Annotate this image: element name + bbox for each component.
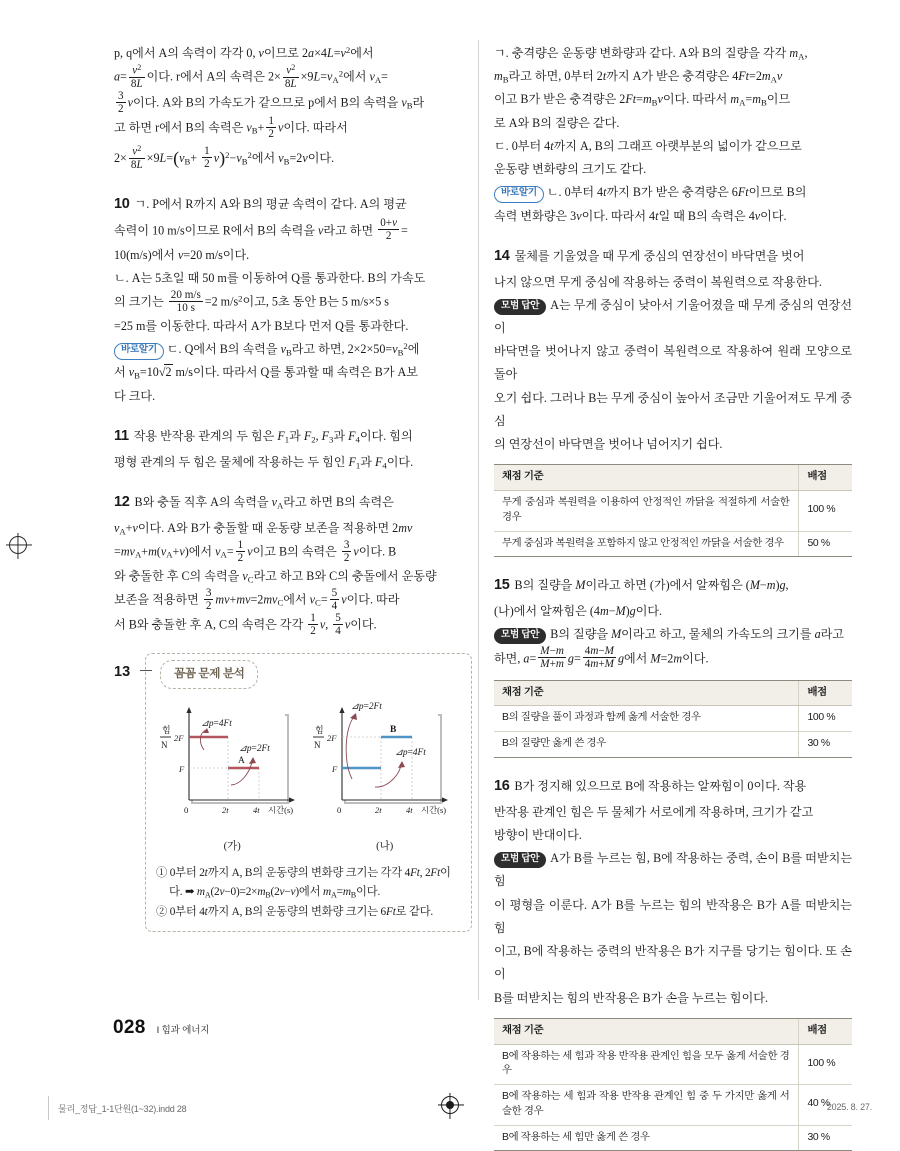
annotation-dp-2ft: ⊿p=2Ft bbox=[350, 702, 382, 713]
solution-13-line-6 bbox=[494, 158, 852, 181]
text: 10(m/s)에서 bbox=[114, 247, 179, 262]
rubric-table-15 bbox=[494, 680, 852, 758]
text: ㄱ. 충격량은 운동량 변화량과 같다. A와 B의 질량을 각각 bbox=[494, 46, 787, 60]
solution-09-continued bbox=[114, 42, 472, 176]
question-number: 10 bbox=[114, 195, 130, 212]
text: ㄱ. P에서 R까지 A와 B의 평균 속력이 같다. A의 평균 bbox=[134, 196, 407, 211]
table-row bbox=[494, 732, 852, 758]
text: 이다. A와 B가 충돌할 때 운동량 보존을 적용하면 2 bbox=[137, 520, 399, 535]
analysis-point-2: ② 0부터 4t까지 A, B의 운동량의 변화량 크기는 6Ft로 같다. bbox=[156, 905, 434, 918]
question-number: 15 bbox=[494, 577, 510, 594]
text: , 2 bbox=[419, 866, 431, 879]
text: 라고 하면 bbox=[323, 222, 374, 237]
y-axis-label-bottom: N bbox=[313, 740, 321, 751]
text: 다 크다. bbox=[114, 388, 156, 403]
annotation-dp-4ft: ⊿p=4Ft bbox=[201, 719, 233, 730]
solution-10-line-5: 의 크기는 $\frac{20 m/s}{10 s}$ =2 $m/s^2$이고, 5초 동안 B는 5 m/s×5 s bbox=[114, 288, 389, 314]
rubric-score: 40 % bbox=[798, 1085, 852, 1126]
wrong-answer-badge: 바로알기 bbox=[114, 343, 164, 360]
solution-09-line-4: 고 하면 r에서 B의 속력은 $v_B+$ $\frac{1}{2}$ v이다. 따라서 bbox=[114, 114, 348, 140]
solution-14-model-3 bbox=[494, 387, 852, 433]
text: p, q에서 A의 속력이 각각 0, bbox=[114, 46, 259, 60]
svg-text:2t: 2t bbox=[222, 805, 229, 816]
problem-analysis-13 bbox=[114, 653, 472, 932]
rubric-header-score: 배점 bbox=[798, 465, 852, 491]
leader-dash bbox=[140, 670, 152, 671]
text: ) bbox=[775, 578, 780, 593]
svg-text:2F: 2F bbox=[174, 733, 184, 744]
solution-10-line-3: 10(m/s)에서 v=20 m/s이다. bbox=[114, 247, 250, 262]
text: 이다. bbox=[350, 617, 377, 632]
text: 까지 A, B의 운동량의 변화량 크기는 6 bbox=[207, 905, 387, 918]
text: =2 bbox=[660, 650, 674, 665]
rubric-header-row bbox=[494, 465, 852, 491]
text: 와 충돌한 후 C의 속력을 bbox=[114, 568, 243, 583]
text: − bbox=[759, 578, 767, 593]
text: 이다. 따라서 bbox=[283, 120, 348, 135]
analysis-point-1: ① 0부터 2t까지 A, B의 운동량의 변화량 크기는 각각 4Ft, 2Ft이 bbox=[156, 866, 451, 879]
text: 이고, B에 작용하는 중력의 반작용은 B가 지구를 당기는 힘이다. 또 손이 bbox=[494, 944, 852, 982]
rubric-score: 30 % bbox=[798, 732, 852, 758]
rubric-score: 50 % bbox=[798, 531, 852, 557]
text: ×9 bbox=[300, 69, 314, 84]
solution-12-line-4: 와 충돌한 후 C의 속력을 $v_C$라고 하고 B와 C의 충돌에서 운동량 bbox=[114, 568, 437, 585]
text: 이라고 하면 (가)에서 알짜힘은 ( bbox=[585, 578, 750, 593]
text: 로 같다. bbox=[395, 905, 434, 918]
page-number: 028 bbox=[113, 1017, 146, 1038]
solution-10-line-7: 바로알기 ㄷ. Q에서 B의 속력을 $v_B$라고 하면, $2\times 2\times 50=v_B^2$에 bbox=[114, 338, 472, 361]
graph-row bbox=[156, 699, 461, 856]
text: ② 0부터 4 bbox=[156, 905, 205, 918]
text: m/s이다. 따라서 Q를 통과할 때 속력은 B가 A보 bbox=[172, 365, 418, 380]
solution-11 bbox=[114, 423, 472, 474]
text: 이다. B bbox=[358, 544, 397, 559]
text: = bbox=[333, 46, 341, 60]
text: 이다. r에서 A의 속력은 2× bbox=[146, 69, 281, 84]
text: B와 충돌 직후 A의 속력을 bbox=[134, 494, 272, 509]
solution-10-line-2: 속력이 10 m/s이므로 R에서 B의 속력을 v라고 하면 $\frac{0+v}{2}$ = bbox=[114, 217, 408, 243]
solution-13-line-3: 이고 B가 받은 충격량은 $2Ft=m_Bv$이다. 따라서 $m_A=m_B$이므 bbox=[494, 92, 791, 108]
text: 이다. bbox=[635, 604, 663, 619]
rubric-score: 100 % bbox=[798, 491, 852, 532]
section-title: I 힘과 에너지 bbox=[156, 1025, 210, 1036]
text: 이고, 5초 동안 B는 5 m/s×5 s bbox=[242, 294, 389, 309]
text: 이 평형을 이룬다. A가 B를 누르는 힘의 반작용은 B가 A를 떠받치는 힘 bbox=[494, 897, 852, 935]
solution-16-model-4 bbox=[494, 987, 852, 1010]
solution-14-line-2 bbox=[494, 271, 852, 294]
rubric-header-criteria: 채점 기준 bbox=[494, 465, 798, 491]
graph-na bbox=[309, 699, 461, 856]
solution-16 bbox=[494, 773, 852, 1151]
text: 일 때 B의 속력은 4 bbox=[658, 208, 755, 223]
solution-09-line-3: $\frac{3}{2}$ v이다. A와 B의 가속도가 같으므로 p에서 B의 속력을 $v_B$라 bbox=[118, 89, 425, 115]
graph-na-svg bbox=[309, 699, 461, 827]
rubric-table-14 bbox=[494, 464, 852, 557]
rubric-criteria: 무게 중심과 복원력을 이용하여 안정적인 까닭을 적절하게 서술한 경우 bbox=[494, 491, 798, 532]
column-divider bbox=[478, 40, 479, 1000]
rubric-header-score: 배점 bbox=[798, 1018, 852, 1044]
text: 라고 하면, 2×2×50= bbox=[291, 342, 393, 357]
model-answer-badge: 모범 답안 bbox=[494, 628, 546, 644]
y-axis-label-top: 힘 bbox=[314, 725, 324, 736]
table-row bbox=[494, 1125, 852, 1151]
text: 서 B와 충돌한 후 A, C의 속력은 각각 bbox=[114, 617, 304, 632]
text: =2 m/s bbox=[204, 294, 239, 309]
text: =2 bbox=[749, 69, 762, 84]
solution-13-line-4 bbox=[494, 112, 852, 135]
table-row bbox=[494, 1044, 852, 1085]
solution-14 bbox=[494, 243, 852, 558]
analysis-points bbox=[156, 864, 461, 922]
text: 이다. bbox=[682, 650, 709, 665]
question-number: 16 bbox=[494, 777, 510, 794]
text: 운동량 변화량의 크기도 같다. bbox=[494, 162, 647, 177]
text: 오기 쉽다. 그러나 B는 무게 중심이 높아서 조금만 기울어져도 무게 중심 bbox=[494, 390, 852, 428]
table-row bbox=[494, 1085, 852, 1126]
text: 이고 B가 받은 충격량은 2 bbox=[494, 92, 626, 107]
solution-09-line-5: 2× $\frac{v^2}{8L}$ $\times 9L=(v_B+$ $\frac{1}{2}$ $v)^2-v_B^2$에서 $v_B=2v$이다. bbox=[114, 144, 335, 171]
right-column bbox=[494, 42, 852, 1151]
text: − bbox=[608, 604, 616, 619]
solution-10 bbox=[114, 191, 472, 408]
text: 의 연장선이 바닥면을 벗어나 넘어지기 쉽다. bbox=[494, 437, 723, 452]
text: 서 bbox=[114, 365, 129, 380]
left-column bbox=[114, 42, 472, 932]
text: 이라고 하고, 물체의 가속도의 크기를 bbox=[621, 627, 815, 642]
solution-12-line-1: 12 B와 충돌 직후 A의 속력을 $v_A$라고 하면 B의 속력은 bbox=[114, 493, 394, 511]
text: 이다. 따라서 4 bbox=[581, 208, 656, 223]
solution-12 bbox=[114, 489, 472, 638]
text: 에서 bbox=[283, 592, 307, 607]
solution-13-line-8: 속력 변화량은 3v이다. 따라서 4t일 때 B의 속력은 4v이다. bbox=[494, 208, 787, 223]
text: 로 A와 B의 질량은 같다. bbox=[494, 115, 620, 130]
registration-mark-bottom bbox=[441, 1096, 459, 1114]
rubric-criteria: B에 작용하는 세 힘만 옳게 쓴 경우 bbox=[494, 1125, 798, 1151]
table-row bbox=[494, 706, 852, 732]
text: 에 bbox=[407, 342, 420, 357]
text: 라고 하면, 0부터 2 bbox=[508, 69, 603, 84]
rubric-header-criteria: 채점 기준 bbox=[494, 1018, 798, 1044]
solution-13-line-5: ㄷ. 0부터 4t까지 A, B의 그래프 아랫부분의 넓이가 같으므로 bbox=[494, 138, 802, 153]
series-label-a: A bbox=[238, 756, 246, 767]
text: − bbox=[284, 886, 291, 899]
solution-14-model-1 bbox=[494, 294, 852, 340]
text: (2 bbox=[210, 886, 220, 899]
rubric-criteria: B에 작용하는 세 힘과 작용 반작용 관계인 힘 중 두 가지만 옳게 서술한 경우 bbox=[494, 1085, 798, 1126]
x-axis-label: 시간(s) bbox=[420, 806, 446, 816]
text: B의 질량을 bbox=[550, 627, 612, 642]
question-number: 14 bbox=[494, 247, 510, 264]
solution-09-line-1: p, q에서 A의 속력이 각각 0, v이므로 $2a\times 4L=v^2$에서 bbox=[114, 45, 374, 60]
solution-13-continued bbox=[494, 42, 852, 228]
text: 물체를 기울였을 때 무게 중심의 연장선이 바닥면을 벗어 bbox=[514, 248, 805, 263]
rubric-criteria: B의 질량만 옳게 쓴 경우 bbox=[494, 732, 798, 758]
text: A가 B를 누르는 힘, B에 작용하는 중력, 손이 B를 떠받치는 힘 bbox=[494, 851, 852, 889]
text: 작용 반작용 관계의 두 힘은 bbox=[133, 428, 278, 443]
solution-12-line-3: $=mv_A+m(v_A+v)$에서 $v_A=$ $\frac{1}{2}$ v이고 B의 속력은 $\frac{3}{2}$ v이다. B bbox=[114, 538, 397, 564]
registration-dot bbox=[446, 1101, 454, 1109]
svg-text:2F: 2F bbox=[326, 733, 337, 744]
text: 하면, bbox=[494, 650, 524, 665]
svg-text:4t: 4t bbox=[253, 805, 260, 816]
text: 과 bbox=[289, 428, 304, 443]
svg-text:4t: 4t bbox=[405, 805, 413, 816]
graph-ga bbox=[156, 699, 308, 856]
solution-16-model-3 bbox=[494, 940, 852, 986]
solution-12-line-2: $v_A+v$이다. A와 B가 충돌할 때 운동량 보존을 적용하면 2mv bbox=[114, 520, 413, 537]
text: 에서 bbox=[251, 151, 276, 166]
question-number: 13 bbox=[114, 664, 131, 681]
text: 평형 관계의 두 힘은 물체에 작용하는 두 힘인 bbox=[114, 454, 349, 469]
text: 과 bbox=[360, 454, 375, 469]
text: , bbox=[315, 428, 322, 443]
text: 이다. bbox=[356, 886, 381, 899]
rubric-criteria: B의 질량을 풀이 과정과 함께 옳게 서술한 경우 bbox=[494, 706, 798, 732]
solution-15 bbox=[494, 572, 852, 758]
print-date: 2025. 8. 27. bbox=[826, 1102, 872, 1112]
text: = bbox=[636, 92, 643, 107]
text: 라 bbox=[412, 95, 425, 110]
solution-15-model-2: 하면, a= $\frac{M-m}{M+m}$ g= $\frac{4m-M}{4m+M}$ g에서 M=2m이다. bbox=[494, 645, 709, 671]
annotation-dp-4ft: ⊿p=4Ft bbox=[394, 748, 426, 759]
rubric-score: 100 % bbox=[798, 706, 852, 732]
y-axis-label-top: 힘 bbox=[162, 725, 171, 736]
text: 이다. 따라서 bbox=[662, 92, 728, 107]
text: 이다. 따라 bbox=[346, 592, 400, 607]
text: ) bbox=[625, 604, 630, 619]
table-row bbox=[494, 491, 852, 532]
text: 방향이 반대이다. bbox=[494, 828, 582, 842]
text: 이 bbox=[440, 866, 451, 879]
solution-15-line-1: 15 B의 질량을 M이라고 하면 (가)에서 알짜힘은 (M−m)g, bbox=[494, 577, 789, 594]
text: 에서 bbox=[343, 69, 367, 84]
text: 다. ➡ bbox=[169, 886, 197, 899]
text: = bbox=[336, 886, 343, 899]
text: B를 떠받치는 힘의 반작용은 B가 손을 누르는 힘이다. bbox=[494, 990, 768, 1005]
text: =20 m/s이다. bbox=[183, 247, 250, 262]
text: 나지 않으면 무게 중심에 작용하는 중력이 복원력으로 작용한다. bbox=[494, 274, 822, 289]
text: ×4 bbox=[314, 46, 327, 60]
svg-text:F: F bbox=[179, 764, 185, 775]
text: 보존을 적용하면 bbox=[114, 592, 199, 607]
solution-13-line-7: 바로알기 ㄴ. 0부터 4t까지 B가 받은 충격량은 6Ft이므로 B의 bbox=[494, 181, 852, 204]
text: ㄷ. Q에서 B의 속력을 bbox=[166, 342, 281, 357]
rubric-header-row bbox=[494, 680, 852, 706]
text: 이다. A와 B의 가속도가 같으므로 p에서 B의 속력을 bbox=[132, 95, 402, 110]
text: =25 m를 이동한다. 따라서 A가 B보다 먼저 Q를 통과한다. bbox=[114, 319, 409, 334]
text: 에서 bbox=[188, 544, 213, 559]
solution-12-line-5: 보존을 적용하면 $\frac{3}{2}$ $mv+mv=2mv_C$에서 $v_C=$ $\frac{5}{4}$ v이다. 따라 bbox=[114, 586, 400, 612]
analysis-title: 꼼꼼 문제 분석 bbox=[160, 660, 258, 689]
text: 까지 A, B의 운동량의 변화량 크기는 각각 4 bbox=[207, 866, 411, 879]
text: B의 질량을 bbox=[514, 578, 576, 593]
solution-10-line-9 bbox=[114, 385, 472, 408]
text: 속력 변화량은 3 bbox=[494, 208, 577, 223]
solution-13-line-2: $m_B$라고 하면, 0부터 2t까지 A가 받은 충격량은 $4Ft=2m_Av$ bbox=[494, 69, 783, 85]
text: ㄷ. 0부터 4 bbox=[494, 138, 551, 153]
text: 이므로 2 bbox=[263, 46, 309, 60]
svg-text:0: 0 bbox=[184, 805, 189, 816]
solution-16-line-2 bbox=[494, 801, 852, 824]
text: 과 bbox=[333, 428, 349, 443]
solution-16-model-1 bbox=[494, 847, 852, 893]
text: 반작용 관계인 힘은 두 물체가 서로에게 작용하며, 크기가 같고 bbox=[494, 804, 814, 819]
text: ㄴ. 0부터 4 bbox=[546, 185, 604, 200]
slug-rule bbox=[48, 1096, 49, 1120]
print-filename: 물리_정답_1-1단원(1~32).indd 28 bbox=[58, 1104, 187, 1114]
text: 라고 bbox=[820, 627, 844, 642]
solution-16-model-2 bbox=[494, 894, 852, 940]
graph-caption-na: (나) bbox=[376, 840, 394, 852]
text: = bbox=[745, 92, 753, 107]
solution-09-line-2: a= $\frac{v^2}{8L}$ 이다. r에서 A의 속력은 2× $\frac{v^2}{8L}$ $\times 9L=v_A^2$에서 $v_A=$ bbox=[114, 62, 388, 90]
text: 바닥면을 벗어나지 않고 중력이 복원력으로 작용하여 원래 모양으로 돌아 bbox=[494, 344, 852, 382]
text: 속력이 10 m/s이므로 R에서 B의 속력을 bbox=[114, 222, 319, 237]
x-axis-label: 시간(s) bbox=[268, 806, 294, 816]
rubric-header-criteria: 채점 기준 bbox=[494, 680, 798, 706]
text: (나)에서 알짜힘은 (4 bbox=[494, 604, 600, 619]
text: 이다. bbox=[760, 208, 787, 223]
y-axis-label-bottom: N bbox=[161, 740, 168, 751]
text: 에서 bbox=[350, 46, 374, 60]
rubric-header-row bbox=[494, 1018, 852, 1044]
analysis-box bbox=[145, 653, 472, 932]
text: 이다. bbox=[386, 454, 414, 469]
text: 까지 A가 받은 충격량은 4 bbox=[606, 69, 739, 84]
solution-11-line-2: 평형 관계의 두 힘은 물체에 작용하는 두 힘인 $F_1$과 $F_4$이다. bbox=[114, 454, 414, 471]
svg-text:0: 0 bbox=[336, 805, 342, 816]
solution-12-line-6: 서 B와 충돌한 후 A, C의 속력은 각각 $\frac{1}{2}$ v, $\frac{5}{4}$ v이다. bbox=[114, 611, 377, 637]
solution-13-line-1: ㄱ. 충격량은 운동량 변화량과 같다. A와 B의 질량을 각각 $m_A$, bbox=[494, 46, 808, 62]
solution-14-model-2 bbox=[494, 340, 852, 386]
text: (2 bbox=[270, 886, 280, 899]
text: ① 0부터 2 bbox=[156, 866, 205, 879]
text: 이므 bbox=[766, 92, 791, 107]
table-row bbox=[494, 531, 852, 557]
rubric-criteria: 무게 중심과 복원력을 포함하지 않고 안정적인 까닭을 서술한 경우 bbox=[494, 531, 798, 557]
text: ㄴ. A는 5초일 때 50 m를 이동하여 Q를 통과한다. B의 가속도 bbox=[114, 270, 426, 285]
text: 까지 A, B의 그래프 아랫부분의 넓이가 같으므로 bbox=[553, 138, 802, 153]
text: 이다. 힘의 bbox=[359, 428, 413, 443]
rubric-score: 30 % bbox=[798, 1125, 852, 1151]
text: B가 정지해 있으므로 B에 작용하는 알짜힘이 0이다. 작용 bbox=[514, 778, 807, 793]
text: 이다. bbox=[307, 151, 335, 166]
text: 이므로 B의 bbox=[748, 185, 807, 200]
text: A는 무게 중심이 낮아서 기울어졌을 때 무게 중심의 연장선이 bbox=[494, 297, 852, 336]
solution-16-line-1 bbox=[494, 773, 852, 801]
solution-15-line-2: (나)에서 알짜힘은 (4m−M)g이다. bbox=[494, 604, 663, 619]
solution-15-model-1: 모범 답안 B의 질량을 M이라고 하고, 물체의 가속도의 크기를 a라고 bbox=[494, 623, 852, 646]
text: −0)=2× bbox=[224, 886, 258, 899]
question-number: 11 bbox=[114, 427, 129, 444]
text: 고 하면 r에서 B의 속력은 bbox=[114, 120, 247, 135]
annotation-dp-2ft: ⊿p=2Ft bbox=[239, 744, 271, 755]
solution-14-model-4 bbox=[494, 433, 852, 456]
graph-ga-svg bbox=[156, 699, 308, 827]
solution-10-line-4 bbox=[114, 267, 472, 290]
text: 의 크기는 bbox=[114, 294, 164, 309]
solution-14-line-1 bbox=[494, 243, 852, 271]
analysis-point-1b: 다. ➡ $m_A(2v-0)=2\times m_B(2v-v)$에서 $m_A=m_B$이다. bbox=[169, 886, 381, 900]
text: 에서 bbox=[624, 650, 651, 665]
question-number: 12 bbox=[114, 493, 130, 510]
solution-11-line-1: 11 작용 반작용 관계의 두 힘은 $F_1$과 $F_2$, $F_3$과 $F_4$이다. 힘의 bbox=[114, 427, 413, 445]
registration-mark-left bbox=[9, 536, 27, 554]
svg-text:F: F bbox=[331, 764, 337, 775]
text: 라고 하면 B의 속력은 bbox=[283, 494, 394, 509]
graph-caption-ga: (가) bbox=[223, 840, 241, 852]
rubric-criteria: B에 작용하는 세 힘과 작용 반작용 관계인 힘을 모두 옳게 서술한 경우 bbox=[494, 1044, 798, 1085]
model-answer-badge: 모범 답안 bbox=[494, 852, 546, 868]
text: = bbox=[320, 69, 328, 84]
solution-10-line-8: 서 $v_B=10√2$ m/s이다. 따라서 Q를 통과할 때 속력은 B가 A보 bbox=[114, 365, 418, 381]
text: 까지 B가 받은 충격량은 6 bbox=[606, 185, 738, 200]
text: 라고 하고 B와 C의 충돌에서 운동량 bbox=[253, 568, 437, 583]
series-label-b: B bbox=[389, 725, 397, 736]
solution-10-line-6 bbox=[114, 315, 472, 338]
model-answer-badge: 모범 답안 bbox=[494, 299, 546, 315]
wrong-answer-badge: 바로알기 bbox=[494, 186, 544, 203]
solution-10-line-1 bbox=[114, 191, 472, 219]
rubric-score: 100 % bbox=[798, 1044, 852, 1085]
rubric-table-16 bbox=[494, 1018, 852, 1151]
svg-text:2t: 2t bbox=[374, 805, 382, 816]
text: )에서 bbox=[295, 886, 323, 899]
page-footer bbox=[113, 1017, 209, 1039]
solution-16-line-3 bbox=[494, 824, 852, 847]
text: 이고 B의 속력은 bbox=[252, 544, 340, 559]
rubric-header-score: 배점 bbox=[798, 680, 852, 706]
